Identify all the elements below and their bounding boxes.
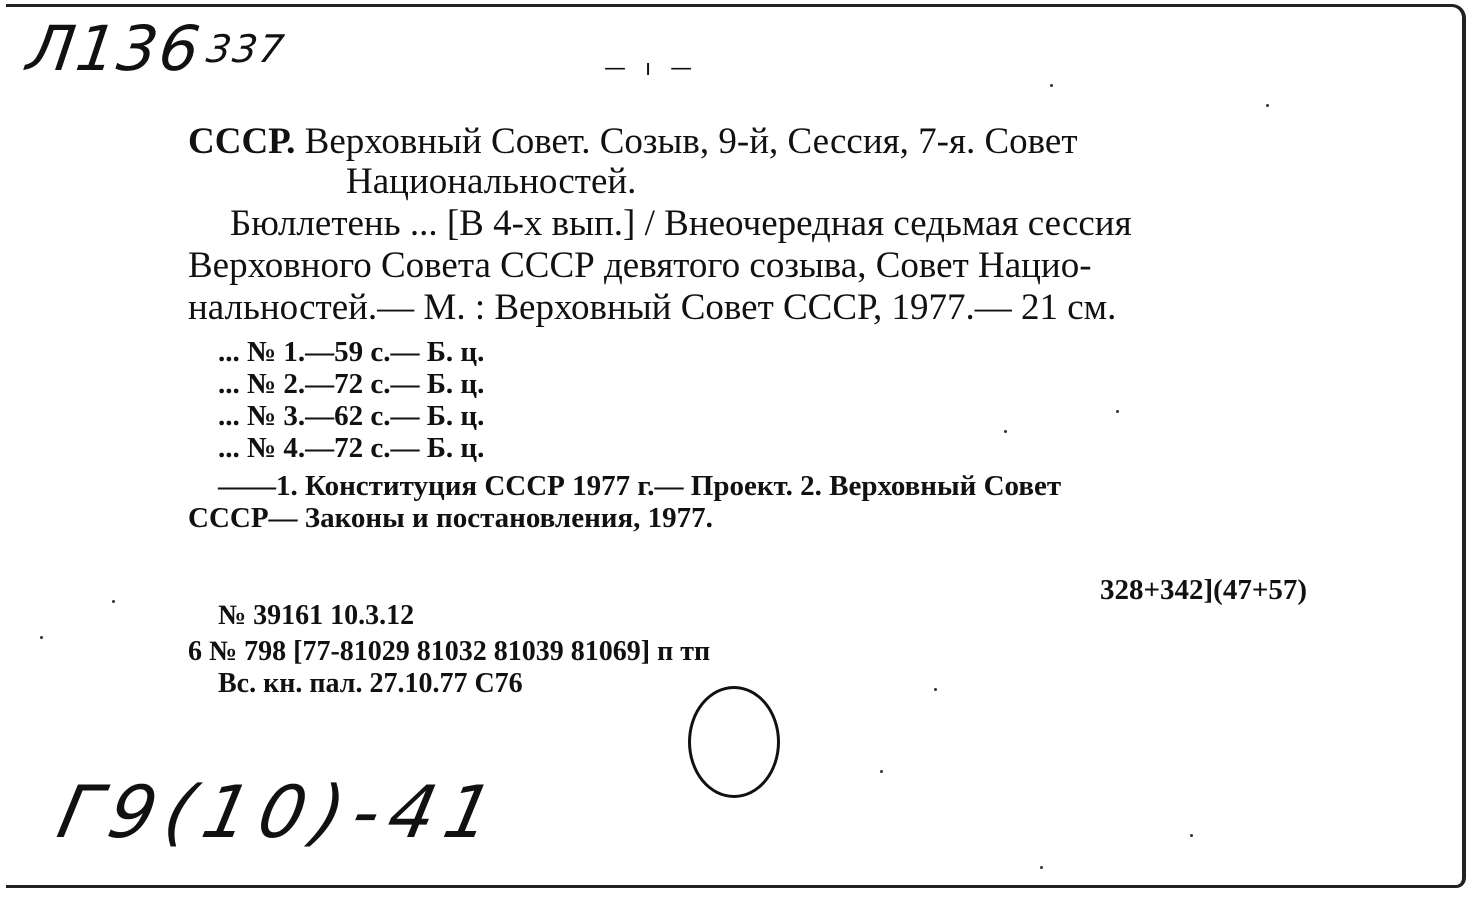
subjects-line-2: СССР— Законы и постановления, 1977. [188, 502, 713, 534]
heading-continuation: Национальностей. [346, 161, 637, 202]
issue-line-3: ... № 3.—62 с.— Б. ц. [218, 400, 485, 432]
heading-body: Верховный Совет. Созыв, 9-й, Сессия, 7-я. Совет [304, 121, 1078, 162]
ink-speck [40, 636, 43, 639]
issue-line-4: ... № 4.—72 с.— Б. ц. [218, 432, 485, 464]
footer-line-1: № 39161 10.3.12 [218, 600, 415, 631]
handwritten-call-number-main: Л136 [22, 12, 207, 85]
heading-line [188, 120, 1078, 163]
title-line-1: Бюллетень ... [В 4-х вып.] / Внеочередная седьмая сессия [230, 203, 1132, 244]
punched-hole [688, 686, 780, 798]
handwritten-call-number-sub: 337 [203, 27, 289, 71]
footer-line-2: 6 № 798 [77-81029 81032 81039 81069] п тп [188, 636, 711, 667]
ink-speck [1116, 410, 1119, 413]
footer-line-3: Вс. кн. пал. 27.10.77 С76 [218, 668, 523, 699]
ink-speck [1040, 866, 1043, 869]
ink-speck [1190, 834, 1193, 837]
ink-speck [880, 770, 883, 773]
title-line-2: Верховного Совета СССР девятого созыва, Совет Нацио- [188, 245, 1092, 286]
ink-speck [1050, 84, 1053, 87]
subjects-line-1: ——1. Конституция СССР 1977 г.— Проект. 2. Верховный Совет [218, 470, 1062, 502]
classification-code: 328+342](47+57) [1100, 574, 1308, 606]
pencil-dash-mark: — ı — [604, 56, 699, 81]
ink-speck [1004, 430, 1007, 433]
issue-line-2: ... № 2.—72 с.— Б. ц. [218, 368, 485, 400]
ink-speck [112, 600, 115, 603]
ink-speck [1266, 104, 1269, 107]
issue-line-1: ... № 1.—59 с.— Б. ц. [218, 336, 485, 368]
handwritten-shelf-mark: Г9(10)-41 [51, 770, 511, 854]
handwritten-call-number [23, 12, 291, 85]
ink-speck [934, 688, 937, 691]
heading-country: СССР. [188, 121, 296, 162]
title-line-3: нальностей.— М. : Верховный Совет СССР, 1977.— 21 см. [188, 287, 1117, 328]
